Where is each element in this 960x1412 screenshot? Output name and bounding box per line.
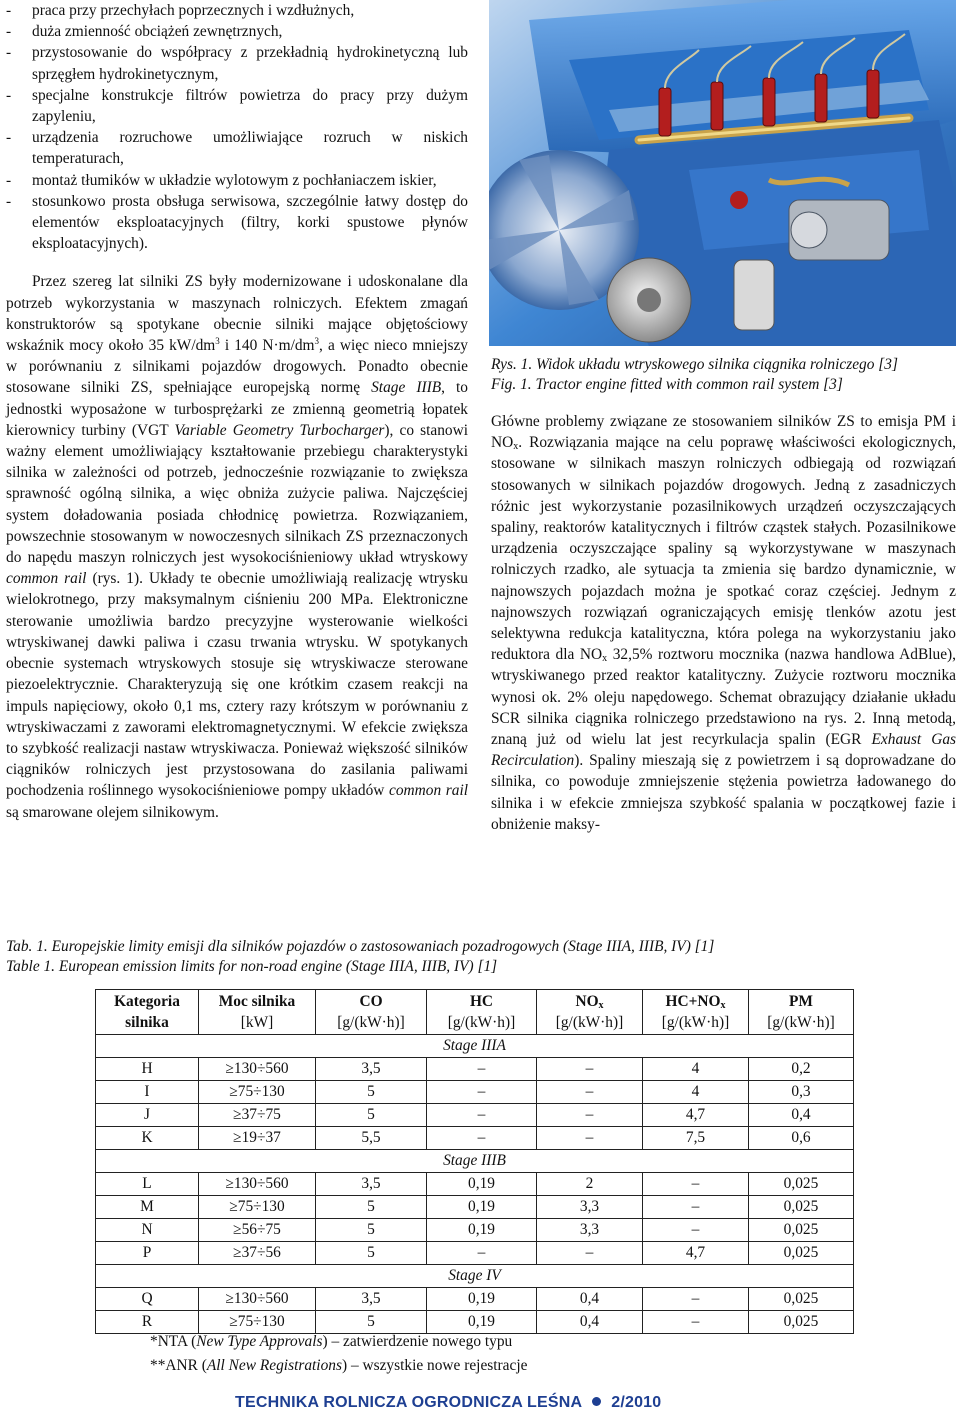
table-cell: – bbox=[643, 1196, 749, 1219]
table-row bbox=[96, 1104, 854, 1127]
table-cell: 0,3 bbox=[749, 1081, 854, 1104]
table-cell: – bbox=[427, 1127, 537, 1150]
table-header: $NO_x$ [g/(kW·h)] bbox=[537, 990, 643, 1035]
table-cell: – bbox=[643, 1219, 749, 1242]
table-cell: 0,025 bbox=[749, 1242, 854, 1265]
table-cell: ≥37÷56 bbox=[199, 1242, 316, 1265]
engine-illustration bbox=[489, 0, 956, 346]
table-cell: 0,025 bbox=[749, 1311, 854, 1334]
table-cell: ≥75÷130 bbox=[199, 1196, 316, 1219]
journal-issue: 2/2010 bbox=[611, 1394, 662, 1411]
table-cell: K bbox=[96, 1127, 199, 1150]
table-cell: – bbox=[643, 1288, 749, 1311]
stage-row bbox=[96, 1150, 854, 1173]
table-cell: M bbox=[96, 1196, 199, 1219]
note-anr: **ANR (All New Registrations) – wszystkie nowe rejestracje bbox=[150, 1357, 528, 1374]
note-nta: *NTA (New Type Approvals) – zatwierdzenie nowego typu bbox=[150, 1333, 513, 1350]
table-header: CO [g/(kW·h)] bbox=[316, 990, 427, 1035]
body-paragraph: Główne problemy związane ze stosowaniem silników ZS to emisja PM i $NO_x$. Rozwiązania mające na celu poprawę właściwości ekologicznych, stosowane w silnikach maszyn rolniczych odbiegają od rozwiązań stosowanych w silnikach pojazdów drogowych. Jedną z zasadniczych różnic jest wykorzystanie pozasilnikowych urządzeń oczyszczających spaliny, reaktorów katalitycznych i filtrów cząstek stałych. Pozasilnikowe urządzenia oczyszczające spaliny są wykorzystywane w maszynach rolniczych rzadko, ale sytuacja ta zmienia się bardzo dynamicznie, w najnowszych pojazdach można je spotkać coraz częściej. Jednym z najnowszych rozwiązań ograniczających emisję tlenków azotu jest selektywna redukcja katalityczna, która polega na wykorzystaniu jako reduktora dla $NO_x$ 32,5% roztworu mocznika (nazwa handlowa AdBlue), wtryskiwanego przed reaktor katalityczny. Zużycie roztworu mocznika wynosi ok. 2% oleju napędowego. Schemat obrazujący działanie układu SCR silnika ciągnika rolniczego przedstawiono na rys. 2. Inną metodą, znaną już od wielu lat jest recyrkulacja spalin (EGR Exhaust Gas Recirculation). Spaliny mieszają się z powietrzem i są doprowadzane do silnika, co powoduje zmniejszenie stężenia powietrza ładowanego do silnika i w efekcie zmniejsza szybkość spalania w początkowej fazie i obniżenie maksy- bbox=[491, 413, 957, 833]
table-cell: 5 bbox=[316, 1081, 427, 1104]
table-cell: 0,2 bbox=[749, 1058, 854, 1081]
table-cell: ≥19÷37 bbox=[199, 1127, 316, 1150]
table-header: $HC+NO_x$ [g/(kW·h)] bbox=[643, 990, 749, 1035]
table-cell: 4 bbox=[643, 1058, 749, 1081]
table-cell: I bbox=[96, 1081, 199, 1104]
list-item: - urządzenia rozruchowe umożliwiające rozruch w niskich temperaturach, bbox=[6, 127, 468, 169]
body-paragraph: Przez szereg lat silniki ZS były modernizowane i udoskonalane dla potrzeb wykorzystania w maszynach rolniczych. Efektem zmagań konstruktorów są spotykane obecnie silniki mające objętościowy wskaźnik mocy około 35 $kW/dm^3$ i 140 $N\cdot m/dm^3$, a więc nieco mniejszy w porównaniu z silnikami pojazdów drogowych. Ponadto obecnie stosowane silniki ZS, spełniające europejską normę Stage IIIB, to jednostki wyposażone w turbosprężarki ze zmienną geometrią łopatek kierownicy turbiny (VGT Variable Geometry Turbocharger), co stanowi ważny element umożliwiający kształtowanie przebiegu charakterystyki silnika w zależności od potrzeb, jednocześnie rozwiązanie to zwiększa sprawność ogólną silnika, a więc obniża zużycie paliwa. Najczęściej system doładowania posiada chłodnicę powietrza. Rozwiązaniem, powszechnie stosowanym w nowoczesnych silnikach ZS przeznaczonych do napędu maszyn rolniczych jest wysokociśnieniowy układ wtryskowy common rail (rys. 1). Układy te obecnie umożliwiają realizację wtrysku wielokrotnego, przy maksymalnym ciśnieniu 200 MPa. Elektroniczne sterowanie umożliwia bardzo precyzyjne wysterowanie wielkości wtryskiwanej dawki paliwa i czasu trwania wtrysku. W spotykanych obecnie systemach wtryskowych stosuje się wtryskiwacze sterowane piezoelektrycznie. Charakteryzują się one krótkim czasem reakcji na impuls napięciowy, około 0,1 ms, cztery razy krótszym w porównaniu z wtryskiwaczami z zaworami elektromagnetycznymi. W efekcie zwiększa to szybkość realizacji nastaw wtryskiwacza. Ponieważ większość silników ciągników rolniczych jest przystosowana do zasilania paliwami pochodzenia roślinnego wysokociśnieniowe pompy układów common rail są smarowane olejem silnikowym. bbox=[6, 273, 469, 821]
table-row bbox=[96, 1242, 854, 1265]
table-cell: 4,7 bbox=[643, 1104, 749, 1127]
engine-figure bbox=[489, 0, 956, 346]
table-cell: 0,6 bbox=[749, 1127, 854, 1150]
feature-list bbox=[6, 0, 468, 254]
table-cell: ≥130÷560 bbox=[199, 1173, 316, 1196]
table-cell: 0,4 bbox=[749, 1104, 854, 1127]
table-cell: 5 bbox=[316, 1104, 427, 1127]
table-cell: 0,19 bbox=[427, 1219, 537, 1242]
right-column bbox=[491, 355, 956, 835]
stage-row bbox=[96, 1265, 854, 1288]
table-cell: 4,7 bbox=[643, 1242, 749, 1265]
table-header-row bbox=[96, 990, 854, 1035]
table-row bbox=[96, 1196, 854, 1219]
table-caption bbox=[6, 937, 946, 977]
table-row bbox=[96, 1219, 854, 1242]
table-cell: R bbox=[96, 1311, 199, 1334]
table-cell: 5 bbox=[316, 1196, 427, 1219]
table-cell: – bbox=[537, 1104, 643, 1127]
emission-limits-table bbox=[95, 989, 854, 1334]
table-row bbox=[96, 1127, 854, 1150]
table-cell: 3,5 bbox=[316, 1173, 427, 1196]
table-cell: 0,19 bbox=[427, 1288, 537, 1311]
table-cell: N bbox=[96, 1219, 199, 1242]
table-notes bbox=[150, 1330, 527, 1378]
table-cell: – bbox=[537, 1081, 643, 1104]
table-cell: 0,19 bbox=[427, 1311, 537, 1334]
bullet-dot-icon bbox=[592, 1397, 601, 1406]
table-cell: 4 bbox=[643, 1081, 749, 1104]
figure-caption-en: Fig. 1. Tractor engine fitted with common rail system [3] bbox=[491, 376, 843, 393]
table-row bbox=[96, 1081, 854, 1104]
table-row bbox=[96, 1173, 854, 1196]
list-item: - montaż tłumików w układzie wylotowym z pochłaniaczem iskier, bbox=[6, 170, 468, 191]
table-cell: – bbox=[643, 1311, 749, 1334]
table-cell: 0,19 bbox=[427, 1196, 537, 1219]
table-caption-en: Table 1. European emission limits for non-road engine (Stage IIIA, IIIB, IV) [1] bbox=[6, 958, 498, 975]
table-cell: 3,3 bbox=[537, 1219, 643, 1242]
table-cell: J bbox=[96, 1104, 199, 1127]
table-cell: 2 bbox=[537, 1173, 643, 1196]
table-cell: – bbox=[643, 1173, 749, 1196]
table-cell: ≥37÷75 bbox=[199, 1104, 316, 1127]
left-column bbox=[6, 0, 468, 823]
table-cell: 3,3 bbox=[537, 1196, 643, 1219]
table-cell: 3,5 bbox=[316, 1058, 427, 1081]
stage-label: Stage IIIA bbox=[96, 1035, 854, 1058]
table-cell: ≥56÷75 bbox=[199, 1219, 316, 1242]
stage-row bbox=[96, 1035, 854, 1058]
list-item: - praca przy przechyłach poprzecznych i wzdłużnych, bbox=[6, 0, 468, 21]
table-header: PM [g/(kW·h)] bbox=[749, 990, 854, 1035]
table-cell: 0,4 bbox=[537, 1311, 643, 1334]
table-cell: 0,4 bbox=[537, 1288, 643, 1311]
table-cell: P bbox=[96, 1242, 199, 1265]
table-cell: 7,5 bbox=[643, 1127, 749, 1150]
list-item: - przystosowanie do współpracy z przekładnią hydrokinetyczną lub sprzęgłem hydrokinetycznym, bbox=[6, 42, 468, 84]
table-cell: ≥75÷130 bbox=[199, 1081, 316, 1104]
table-cell: – bbox=[427, 1242, 537, 1265]
table-cell: ≥130÷560 bbox=[199, 1288, 316, 1311]
table-cell: 0,025 bbox=[749, 1219, 854, 1242]
table-header: Moc silnika [kW] bbox=[199, 990, 316, 1035]
table-cell: 5,5 bbox=[316, 1127, 427, 1150]
table-cell: – bbox=[537, 1127, 643, 1150]
stage-label: Stage IIIB bbox=[96, 1150, 854, 1173]
table-cell: 5 bbox=[316, 1242, 427, 1265]
table-cell: 0,025 bbox=[749, 1288, 854, 1311]
stage-label: Stage IV bbox=[96, 1265, 854, 1288]
table-cell: – bbox=[427, 1058, 537, 1081]
journal-title: TECHNIKA ROLNICZA OGRODNICZA LEŚNA bbox=[235, 1394, 583, 1411]
table-cell: 3,5 bbox=[316, 1288, 427, 1311]
table-cell: 5 bbox=[316, 1311, 427, 1334]
table-cell: 5 bbox=[316, 1219, 427, 1242]
table-cell: 0,025 bbox=[749, 1196, 854, 1219]
table-cell: – bbox=[427, 1081, 537, 1104]
table-cell: – bbox=[537, 1058, 643, 1081]
table-cell: – bbox=[537, 1242, 643, 1265]
list-item: - stosunkowo prosta obsługa serwisowa, szczególnie łatwy dostęp do elementów eksploatacyjnych (filtry, korki spustowe płynów eksploatacyjnych). bbox=[6, 191, 468, 255]
journal-footer bbox=[235, 1394, 661, 1412]
list-item: - specjalne konstrukcje filtrów powietrza do pracy przy dużym zapyleniu, bbox=[6, 85, 468, 127]
table-cell: – bbox=[427, 1104, 537, 1127]
table-cell: L bbox=[96, 1173, 199, 1196]
table-cell: ≥75÷130 bbox=[199, 1311, 316, 1334]
table-row bbox=[96, 1288, 854, 1311]
table-cell: Q bbox=[96, 1288, 199, 1311]
table-cell: ≥130÷560 bbox=[199, 1058, 316, 1081]
table-cell: H bbox=[96, 1058, 199, 1081]
list-item: - duża zmienność obciążeń zewnętrznych, bbox=[6, 21, 468, 42]
table-header: HC [g/(kW·h)] bbox=[427, 990, 537, 1035]
table-cell: 0,19 bbox=[427, 1173, 537, 1196]
figure-caption-pl: Rys. 1. Widok układu wtryskowego silnika ciągnika rolniczego [3] bbox=[491, 356, 898, 373]
table-caption-pl: Tab. 1. Europejskie limity emisji dla silników pojazdów o zastosowaniach pozadrogowych (Stage IIIA, IIIB, IV) [1] bbox=[6, 938, 715, 955]
table-header: Kategoria silnika bbox=[96, 990, 199, 1035]
table-cell: 0,025 bbox=[749, 1173, 854, 1196]
table-row bbox=[96, 1058, 854, 1081]
